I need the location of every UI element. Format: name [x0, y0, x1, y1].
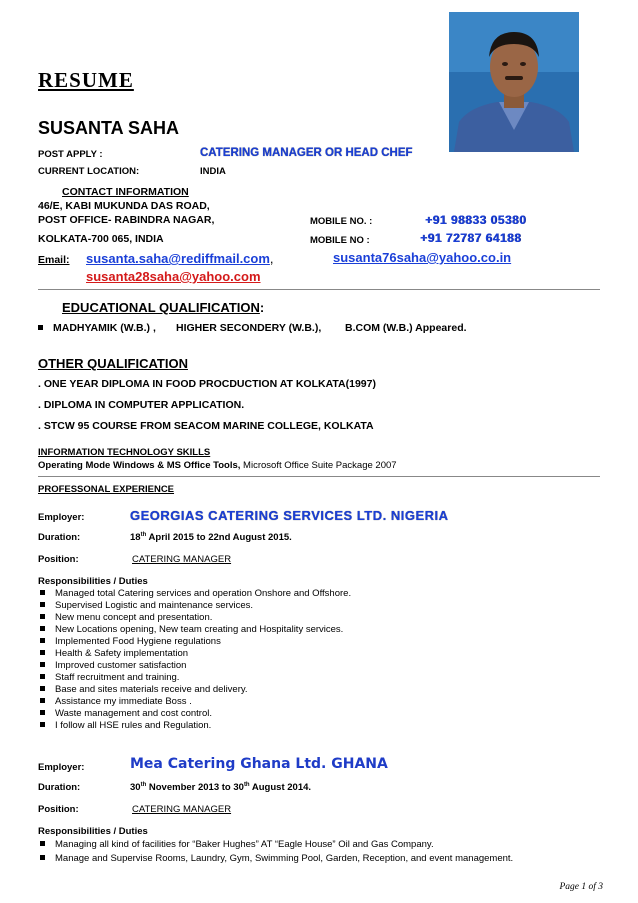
resume-title: RESUME — [38, 68, 134, 92]
square-bullet-icon — [40, 638, 45, 643]
square-bullet-icon — [38, 325, 43, 330]
address-line-3: KOLKATA-700 065, INDIA — [38, 233, 164, 245]
email-link-1[interactable]: susanta.saha@rediffmail.com — [86, 251, 270, 266]
it-skills-regular: Microsoft Office Suite Package 2007 — [240, 460, 397, 471]
duty-text: Managing all kind of facilities for “Baker Hughes” AT “Eagle House” Oil and Gas Company. — [55, 839, 434, 850]
list-item — [40, 720, 351, 732]
other-qualification-heading: OTHER QUALIFICATION — [38, 356, 188, 371]
it-skills-bold: Operating Mode Windows & MS Office Tools, — [38, 460, 241, 471]
list-item — [40, 612, 351, 624]
address-line-2: POST OFFICE- RABINDRA NAGAR, — [38, 214, 215, 226]
list-item — [40, 624, 351, 636]
post-apply-label: POST APPLY : — [38, 149, 103, 160]
list-item — [40, 838, 513, 852]
square-bullet-icon — [40, 686, 45, 691]
other-qualification-item-3: . STCW 95 COURSE FROM SEACOM MARINE COLLEGE, KOLKATA — [38, 420, 374, 432]
duty-text: New menu concept and presentation. — [55, 612, 213, 623]
job-2-duration-rest: August 2014. — [249, 782, 312, 793]
square-bullet-icon — [40, 855, 45, 860]
job-2-duties-list — [40, 838, 513, 866]
job-1-duration-label: Duration: — [38, 532, 81, 543]
square-bullet-icon — [40, 841, 45, 846]
list-item — [40, 636, 351, 648]
duty-text: I follow all HSE rules and Regulation. — [55, 720, 212, 731]
job-1-position-label: Position: — [38, 554, 79, 565]
list-item — [40, 660, 351, 672]
job-2-position: CATERING MANAGER — [132, 804, 232, 815]
list-item — [40, 648, 351, 660]
section-divider-2 — [38, 476, 600, 477]
email-1-comma: , — [269, 251, 274, 266]
job-1-duration-rest: April 2015 to 22nd August 2015. — [146, 532, 292, 543]
email-label: Email: — [38, 254, 70, 266]
duty-text: Managed total Catering services and operation Onshore and Offshore. — [55, 588, 352, 599]
it-skills-line — [38, 460, 397, 471]
location-value: INDIA — [200, 166, 226, 177]
mobile-2-value[interactable]: +91 72787 64188 — [420, 231, 522, 245]
square-bullet-icon — [40, 674, 45, 679]
duty-text: Manage and Supervise Rooms, Laundry, Gym, Swimming Pool, Garden, Reception, and event management. — [55, 853, 514, 864]
education-heading: EDUCATIONAL QUALIFICATION — [62, 300, 260, 315]
job-1-responsibilities-label: Responsibilities / Duties — [38, 576, 148, 587]
job-2-employer-label: Employer: — [38, 762, 85, 773]
job-1-duration-day: 18 — [130, 532, 141, 543]
job-2-position-label: Position: — [38, 804, 79, 815]
mobile-1-value[interactable]: +91 98833 05380 — [425, 213, 527, 227]
duty-text: Supervised Logistic and maintenance services. — [55, 600, 254, 611]
duty-text: Staff recruitment and training. — [55, 672, 180, 683]
education-item-1: MADHYAMIK (W.B.) , — [53, 322, 156, 334]
list-item — [40, 852, 513, 866]
list-item — [40, 696, 351, 708]
job-1-employer-label: Employer: — [38, 512, 85, 523]
square-bullet-icon — [40, 710, 45, 715]
job-1-employer: GEORGIAS CATERING SERVICES LTD. NIGERIA — [130, 508, 449, 523]
education-item-2: HIGHER SECONDERY (W.B.), — [176, 322, 322, 334]
section-divider — [38, 289, 600, 290]
candidate-name: SUSANTA SAHA — [38, 118, 180, 138]
profile-photo — [449, 12, 579, 152]
square-bullet-icon — [40, 602, 45, 607]
job-1-duration-sup: th — [140, 532, 147, 538]
job-2-duration-day: 30 — [130, 782, 141, 793]
education-items — [38, 322, 156, 334]
list-item — [40, 672, 351, 684]
other-qualification-item-1: . ONE YEAR DIPLOMA IN FOOD PROCDUCTION AT KOLKATA(1997) — [38, 378, 376, 390]
job-2-duration-label: Duration: — [38, 782, 81, 793]
duty-text: Base and sites materials receive and delivery. — [55, 684, 248, 695]
post-apply-value: CATERING MANAGER OR HEAD CHEF — [200, 147, 413, 159]
experience-heading: PROFESSONAL EXPERIENCE — [38, 484, 175, 495]
duty-text: New Locations opening, New team creating and Hospitality services. — [55, 624, 344, 635]
duty-text: Implemented Food Hygiene regulations — [55, 636, 221, 647]
square-bullet-icon — [40, 626, 45, 631]
list-item — [40, 684, 351, 696]
page-number: Page 1 of 3 — [559, 882, 603, 892]
job-2-duration-sup-2: th — [243, 782, 250, 788]
it-skills-heading: INFORMATION TECHNOLOGY SKILLS — [38, 447, 211, 458]
education-item-3: B.COM (W.B.) Appeared. — [345, 322, 467, 334]
square-bullet-icon — [40, 662, 45, 667]
job-1-position: CATERING MANAGER — [132, 554, 232, 565]
education-heading-wrap — [62, 300, 264, 315]
duty-text: Health & Safety implementation — [55, 648, 189, 659]
job-2-duration-mid: November 2013 to 30 — [146, 782, 244, 793]
duty-text: Waste management and cost control. — [55, 708, 213, 719]
job-1-duties-list — [40, 588, 351, 732]
list-item — [40, 588, 351, 600]
email-link-3[interactable]: susanta28saha@yahoo.com — [86, 269, 261, 284]
duty-text: Improved customer satisfaction — [55, 660, 187, 671]
square-bullet-icon — [40, 614, 45, 619]
education-heading-colon: : — [259, 300, 265, 315]
job-2-employer: Mea Catering Ghana Ltd. GHANA — [130, 756, 388, 772]
contact-heading: CONTACT INFORMATION — [62, 186, 189, 198]
job-2-duration — [130, 782, 311, 793]
mobile-2-label: MOBILE NO : — [310, 235, 370, 246]
square-bullet-icon — [40, 590, 45, 595]
square-bullet-icon — [40, 650, 45, 655]
square-bullet-icon — [40, 722, 45, 727]
list-item — [40, 708, 351, 720]
square-bullet-icon — [40, 698, 45, 703]
mobile-1-label: MOBILE NO. : — [310, 216, 373, 227]
job-2-duration-sup: th — [140, 782, 147, 788]
other-qualification-item-2: . DIPLOMA IN COMPUTER APPLICATION. — [38, 399, 245, 411]
job-1-duration — [130, 532, 292, 543]
job-2-responsibilities-label: Responsibilities / Duties — [38, 826, 148, 837]
person-photo-icon — [449, 12, 579, 152]
duty-text: Assistance my immediate Boss . — [55, 696, 192, 707]
location-label: CURRENT LOCATION: — [38, 166, 140, 177]
address-line-1: 46/E, KABI MUKUNDA DAS ROAD, — [38, 200, 210, 212]
email-link-2[interactable]: susanta76saha@yahoo.co.in — [333, 250, 512, 265]
list-item — [40, 600, 351, 612]
